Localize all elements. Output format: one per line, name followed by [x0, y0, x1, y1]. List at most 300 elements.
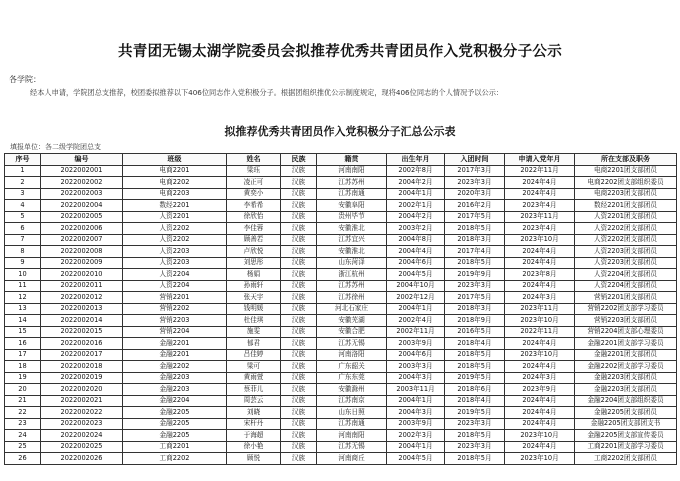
cell-branch-role: 电商2202团支部组织委员	[575, 177, 677, 189]
cell-league-join: 2018年6月	[445, 384, 505, 396]
cell-hometown: 江苏苏州	[317, 177, 387, 189]
cell-id: 2022002021	[41, 395, 123, 407]
cell-branch-role: 金融2202团支部学习委员	[575, 361, 677, 373]
cell-class: 电商2202	[123, 177, 227, 189]
table-title: 拟推荐优秀共青团员作入党积极分子汇总公示表	[224, 125, 456, 138]
cell-party-apply: 2023年10月	[505, 349, 575, 361]
cell-ethnicity: 汉族	[281, 211, 317, 223]
cell-name: 凌正可	[227, 177, 281, 189]
cell-league-join: 2017年3月	[445, 165, 505, 177]
cell-hometown: 浙江杭州	[317, 269, 387, 281]
cell-name: 孙雨轩	[227, 280, 281, 292]
table-row	[5, 430, 677, 442]
cell-id: 2022002022	[41, 407, 123, 419]
table-row	[5, 315, 677, 327]
table-row	[5, 269, 677, 281]
cell-hometown: 安徽合肥	[317, 326, 387, 338]
cell-party-apply: 2023年10月	[505, 234, 575, 246]
cell-index: 6	[5, 223, 41, 235]
cell-ethnicity: 汉族	[281, 384, 317, 396]
cell-hometown: 山东日照	[317, 407, 387, 419]
cell-id: 2022002009	[41, 257, 123, 269]
cell-hometown: 江苏无锡	[317, 441, 387, 453]
cell-class: 金融2202	[123, 361, 227, 373]
cell-id: 2022002010	[41, 269, 123, 281]
cell-class: 金融2203	[123, 384, 227, 396]
cell-index: 18	[5, 361, 41, 373]
table-row	[5, 234, 677, 246]
cell-party-apply: 2024年4月	[505, 280, 575, 292]
cell-party-apply: 2024年3月	[505, 372, 575, 384]
header-birth: 出生年月	[387, 154, 445, 166]
cell-branch-role: 工商2202团支部团员	[575, 453, 677, 465]
cell-party-apply: 2024年4月	[505, 418, 575, 430]
cell-ethnicity: 汉族	[281, 430, 317, 442]
cell-branch-role: 营销2204团支部心理委员	[575, 326, 677, 338]
cell-ethnicity: 汉族	[281, 338, 317, 350]
header-hometown: 籍贯	[317, 154, 387, 166]
cell-birth: 2004年10月	[387, 280, 445, 292]
cell-league-join: 2018年3月	[445, 303, 505, 315]
reporting-unit: 填报单位：各二级学院团总支	[10, 143, 101, 151]
cell-ethnicity: 汉族	[281, 326, 317, 338]
cell-name: 于海超	[227, 430, 281, 442]
cell-birth: 2002年4月	[387, 315, 445, 327]
salutation: 各学院：	[9, 75, 41, 84]
table-row	[5, 453, 677, 465]
cell-name: 刘晓	[227, 407, 281, 419]
cell-party-apply: 2023年10月	[505, 453, 575, 465]
cell-name: 张天宇	[227, 292, 281, 304]
cell-party-apply: 2024年4月	[505, 407, 575, 419]
cell-class: 人资2203	[123, 246, 227, 258]
cell-class: 金融2205	[123, 430, 227, 442]
cell-league-join: 2019年5月	[445, 407, 505, 419]
header-ethnicity: 民族	[281, 154, 317, 166]
table-row	[5, 372, 677, 384]
cell-id: 2022002018	[41, 361, 123, 373]
cell-branch-role: 金融2203团支部团员	[575, 372, 677, 384]
cell-name: 顾善若	[227, 234, 281, 246]
cell-ethnicity: 汉族	[281, 269, 317, 281]
cell-branch-role: 金融2203团支部团员	[575, 384, 677, 396]
cell-league-join: 2018年4月	[445, 395, 505, 407]
header-party-apply: 申请入党年月	[505, 154, 575, 166]
cell-branch-role: 人资2202团支部团员	[575, 223, 677, 235]
cell-league-join: 2017年5月	[445, 292, 505, 304]
cell-ethnicity: 汉族	[281, 165, 317, 177]
notice-title: 共青团无锡太湖学院委员会拟推荐优秀共青团员作入党积极分子公示	[118, 44, 562, 60]
cell-birth: 2003年11月	[387, 384, 445, 396]
table-header-row	[5, 154, 677, 166]
cell-league-join: 2019年5月	[445, 372, 505, 384]
table-row	[5, 292, 677, 304]
cell-class: 数经2201	[123, 200, 227, 212]
cell-hometown: 河南商丘	[317, 453, 387, 465]
cell-party-apply: 2024年4月	[505, 246, 575, 258]
table-row	[5, 188, 677, 200]
cell-name: 杨娟	[227, 269, 281, 281]
cell-party-apply: 2022年11月	[505, 326, 575, 338]
cell-class: 金融2205	[123, 407, 227, 419]
cell-index: 15	[5, 326, 41, 338]
cell-party-apply: 2023年8月	[505, 269, 575, 281]
cell-name: 黄雨萱	[227, 372, 281, 384]
cell-class: 电商2203	[123, 188, 227, 200]
cell-index: 10	[5, 269, 41, 281]
cell-league-join: 2017年5月	[445, 211, 505, 223]
nominee-table	[4, 153, 677, 465]
cell-ethnicity: 汉族	[281, 349, 317, 361]
cell-class: 人资2203	[123, 257, 227, 269]
table-row	[5, 280, 677, 292]
cell-ethnicity: 汉族	[281, 280, 317, 292]
cell-branch-role: 人资2203团支部团员	[575, 257, 677, 269]
cell-league-join: 2023年3月	[445, 177, 505, 189]
cell-id: 2022002020	[41, 384, 123, 396]
cell-party-apply: 2024年4月	[505, 177, 575, 189]
cell-name: 卢欣悦	[227, 246, 281, 258]
cell-party-apply: 2023年11月	[505, 211, 575, 223]
cell-party-apply: 2024年4月	[505, 257, 575, 269]
cell-birth: 2004年5月	[387, 453, 445, 465]
cell-party-apply: 2024年4月	[505, 188, 575, 200]
cell-branch-role: 数经2201团支部团员	[575, 200, 677, 212]
cell-branch-role: 金融2205团支部宣传委员	[575, 430, 677, 442]
cell-ethnicity: 汉族	[281, 200, 317, 212]
cell-name: 顾悦	[227, 453, 281, 465]
cell-birth: 2003年9月	[387, 338, 445, 350]
cell-ethnicity: 汉族	[281, 234, 317, 246]
cell-party-apply: 2024年4月	[505, 338, 575, 350]
cell-league-join: 2018年5月	[445, 349, 505, 361]
cell-id: 2022002015	[41, 326, 123, 338]
cell-index: 17	[5, 349, 41, 361]
cell-name: 徐欣怡	[227, 211, 281, 223]
cell-id: 2022002014	[41, 315, 123, 327]
cell-birth: 2004年6月	[387, 349, 445, 361]
cell-id: 2022002005	[41, 211, 123, 223]
cell-class: 电商2201	[123, 165, 227, 177]
cell-hometown: 河南南阳	[317, 165, 387, 177]
cell-party-apply: 2023年10月	[505, 315, 575, 327]
table-row	[5, 257, 677, 269]
cell-birth: 2003年3月	[387, 361, 445, 373]
cell-branch-role: 人资2202团支部团员	[575, 234, 677, 246]
cell-name: 施雯	[227, 326, 281, 338]
cell-index: 16	[5, 338, 41, 350]
cell-name: 黄奕小	[227, 188, 281, 200]
cell-branch-role: 人资2201团支部团员	[575, 211, 677, 223]
cell-birth: 2002年11月	[387, 326, 445, 338]
table-body	[5, 165, 677, 464]
cell-name: 梁可	[227, 361, 281, 373]
cell-birth: 2004年2月	[387, 177, 445, 189]
cell-branch-role: 人资2203团支部团员	[575, 246, 677, 258]
cell-party-apply: 2023年10月	[505, 430, 575, 442]
cell-class: 金融2201	[123, 349, 227, 361]
cell-class: 金融2204	[123, 395, 227, 407]
table-row	[5, 326, 677, 338]
cell-hometown: 江苏南通	[317, 188, 387, 200]
cell-id: 2022002025	[41, 441, 123, 453]
cell-class: 人资2201	[123, 211, 227, 223]
cell-ethnicity: 汉族	[281, 418, 317, 430]
cell-hometown: 江苏宜兴	[317, 234, 387, 246]
cell-ethnicity: 汉族	[281, 188, 317, 200]
cell-branch-role: 金融2205团支部团员	[575, 407, 677, 419]
cell-birth: 2004年3月	[387, 407, 445, 419]
cell-party-apply: 2024年4月	[505, 361, 575, 373]
cell-ethnicity: 汉族	[281, 441, 317, 453]
cell-class: 人资2202	[123, 234, 227, 246]
cell-id: 2022002008	[41, 246, 123, 258]
cell-index: 8	[5, 246, 41, 258]
header-name: 姓名	[227, 154, 281, 166]
table-row	[5, 200, 677, 212]
cell-id: 2022002011	[41, 280, 123, 292]
cell-class: 金融2201	[123, 338, 227, 350]
cell-league-join: 2018年9月	[445, 315, 505, 327]
cell-party-apply: 2022年11月	[505, 165, 575, 177]
cell-class: 营销2203	[123, 315, 227, 327]
cell-class: 人资2204	[123, 280, 227, 292]
cell-class: 工商2202	[123, 453, 227, 465]
cell-branch-role: 金融2201团支部学习委员	[575, 338, 677, 350]
cell-birth: 2004年1月	[387, 188, 445, 200]
cell-branch-role: 金融2205团支部团支书	[575, 418, 677, 430]
cell-birth: 2004年3月	[387, 372, 445, 384]
table-row	[5, 407, 677, 419]
cell-ethnicity: 汉族	[281, 407, 317, 419]
cell-branch-role: 人资2204团支部团员	[575, 269, 677, 281]
cell-index: 5	[5, 211, 41, 223]
cell-name: 蔡菲儿	[227, 384, 281, 396]
table-row	[5, 303, 677, 315]
cell-class: 营销2202	[123, 303, 227, 315]
cell-birth: 2004年1月	[387, 303, 445, 315]
cell-name: 李佳蓉	[227, 223, 281, 235]
cell-hometown: 江苏南通	[317, 418, 387, 430]
cell-branch-role: 营销2201团支部团员	[575, 292, 677, 304]
table-row	[5, 246, 677, 258]
cell-league-join: 2018年5月	[445, 453, 505, 465]
table-row	[5, 211, 677, 223]
cell-league-join: 2023年3月	[445, 418, 505, 430]
cell-class: 金融2205	[123, 418, 227, 430]
cell-hometown: 安徽芜湖	[317, 315, 387, 327]
cell-birth: 2004年4月	[387, 246, 445, 258]
cell-id: 2022002007	[41, 234, 123, 246]
cell-league-join: 2017年4月	[445, 246, 505, 258]
cell-hometown: 安徽淮北	[317, 223, 387, 235]
cell-index: 11	[5, 280, 41, 292]
cell-league-join: 2023年3月	[445, 441, 505, 453]
cell-ethnicity: 汉族	[281, 177, 317, 189]
cell-id: 2022002003	[41, 188, 123, 200]
cell-ethnicity: 汉族	[281, 303, 317, 315]
cell-party-apply: 2024年4月	[505, 395, 575, 407]
cell-name: 吕佳婷	[227, 349, 281, 361]
cell-ethnicity: 汉族	[281, 395, 317, 407]
table-row	[5, 165, 677, 177]
header-branch-role: 所在支部及职务	[575, 154, 677, 166]
cell-class: 营销2204	[123, 326, 227, 338]
cell-ethnicity: 汉族	[281, 246, 317, 258]
cell-name: 宋杆丹	[227, 418, 281, 430]
cell-index: 19	[5, 372, 41, 384]
cell-branch-role: 电商2203团支部团员	[575, 188, 677, 200]
cell-birth: 2004年8月	[387, 234, 445, 246]
cell-hometown: 广东东莞	[317, 372, 387, 384]
table-row	[5, 395, 677, 407]
cell-league-join: 2018年5月	[445, 223, 505, 235]
cell-name: 周芸云	[227, 395, 281, 407]
cell-league-join: 2018年3月	[445, 234, 505, 246]
cell-ethnicity: 汉族	[281, 315, 317, 327]
cell-class: 金融2203	[123, 372, 227, 384]
cell-birth: 2002年12月	[387, 292, 445, 304]
cell-party-apply: 2024年4月	[505, 441, 575, 453]
cell-party-apply: 2023年4月	[505, 223, 575, 235]
cell-branch-role: 金融2201团支部团员	[575, 349, 677, 361]
cell-index: 26	[5, 453, 41, 465]
cell-hometown: 江苏无锡	[317, 338, 387, 350]
cell-branch-role: 电商2201团支部团员	[575, 165, 677, 177]
cell-birth: 2004年5月	[387, 269, 445, 281]
cell-name: 梁珏	[227, 165, 281, 177]
cell-hometown: 江苏南京	[317, 395, 387, 407]
table-row	[5, 177, 677, 189]
cell-name: 徐小艳	[227, 441, 281, 453]
cell-id: 2022002006	[41, 223, 123, 235]
cell-party-apply: 2024年3月	[505, 292, 575, 304]
cell-party-apply: 2023年9月	[505, 384, 575, 396]
table-row	[5, 418, 677, 430]
cell-index: 4	[5, 200, 41, 212]
cell-id: 2022002004	[41, 200, 123, 212]
cell-league-join: 2019年9月	[445, 269, 505, 281]
cell-ethnicity: 汉族	[281, 361, 317, 373]
cell-branch-role: 工商2201团支部学习委员	[575, 441, 677, 453]
cell-hometown: 贵州毕节	[317, 211, 387, 223]
cell-id: 2022002017	[41, 349, 123, 361]
cell-branch-role: 营销2202团支部学习委员	[575, 303, 677, 315]
table-row	[5, 361, 677, 373]
cell-index: 3	[5, 188, 41, 200]
cell-name: 杜佳琪	[227, 315, 281, 327]
cell-hometown: 山东菏泽	[317, 257, 387, 269]
cell-hometown: 广东韶关	[317, 361, 387, 373]
cell-birth: 2002年8月	[387, 165, 445, 177]
cell-league-join: 2016年5月	[445, 326, 505, 338]
header-class: 班级	[123, 154, 227, 166]
cell-ethnicity: 汉族	[281, 372, 317, 384]
cell-birth: 2004年6月	[387, 257, 445, 269]
cell-name: 刘思彤	[227, 257, 281, 269]
cell-id: 2022002026	[41, 453, 123, 465]
cell-index: 7	[5, 234, 41, 246]
cell-id: 2022002013	[41, 303, 123, 315]
cell-birth: 2003年2月	[387, 223, 445, 235]
header-index: 序号	[5, 154, 41, 166]
table-row	[5, 384, 677, 396]
cell-league-join: 2018年5月	[445, 430, 505, 442]
cell-class: 人资2202	[123, 223, 227, 235]
cell-hometown: 河南洛阳	[317, 349, 387, 361]
cell-birth: 2004年2月	[387, 211, 445, 223]
cell-hometown: 安徽滁州	[317, 384, 387, 396]
header-league-join: 入团时间	[445, 154, 505, 166]
cell-birth: 2003年9月	[387, 418, 445, 430]
cell-ethnicity: 汉族	[281, 292, 317, 304]
cell-index: 14	[5, 315, 41, 327]
cell-class: 营销2201	[123, 292, 227, 304]
cell-birth: 2002年1月	[387, 200, 445, 212]
cell-birth: 2004年1月	[387, 395, 445, 407]
cell-hometown: 安徽淮北	[317, 246, 387, 258]
cell-id: 2022002002	[41, 177, 123, 189]
notice-body: 经本人申请，学院团总支推荐，校团委拟推荐以下406位同志作入党积极分子。根据团组织推优公示制度规定，现将406位同志的个人情况予以公示：	[30, 88, 504, 97]
cell-branch-role: 营销2203团支部团员	[575, 315, 677, 327]
cell-hometown: 江苏徐州	[317, 292, 387, 304]
cell-birth: 2004年1月	[387, 441, 445, 453]
cell-index: 21	[5, 395, 41, 407]
cell-party-apply: 2023年4月	[505, 200, 575, 212]
cell-name: 郁君	[227, 338, 281, 350]
cell-league-join: 2020年3月	[445, 188, 505, 200]
cell-index: 9	[5, 257, 41, 269]
table-row	[5, 349, 677, 361]
cell-hometown: 河北石家庄	[317, 303, 387, 315]
cell-ethnicity: 汉族	[281, 453, 317, 465]
cell-id: 2022002023	[41, 418, 123, 430]
cell-id: 2022002001	[41, 165, 123, 177]
cell-league-join: 2016年2月	[445, 200, 505, 212]
cell-branch-role: 人资2204团支部团员	[575, 280, 677, 292]
table-row	[5, 223, 677, 235]
cell-index: 22	[5, 407, 41, 419]
cell-id: 2022002024	[41, 430, 123, 442]
cell-ethnicity: 汉族	[281, 257, 317, 269]
cell-name: 钱明媛	[227, 303, 281, 315]
cell-class: 工商2201	[123, 441, 227, 453]
cell-id: 2022002016	[41, 338, 123, 350]
cell-index: 2	[5, 177, 41, 189]
cell-league-join: 2018年4月	[445, 338, 505, 350]
cell-index: 23	[5, 418, 41, 430]
cell-index: 20	[5, 384, 41, 396]
cell-name: 李希希	[227, 200, 281, 212]
cell-index: 25	[5, 441, 41, 453]
cell-party-apply: 2023年11月	[505, 303, 575, 315]
cell-index: 12	[5, 292, 41, 304]
cell-league-join: 2018年5月	[445, 257, 505, 269]
cell-id: 2022002012	[41, 292, 123, 304]
cell-index: 24	[5, 430, 41, 442]
cell-hometown: 江苏苏州	[317, 280, 387, 292]
cell-league-join: 2023年3月	[445, 280, 505, 292]
cell-hometown: 河南南阳	[317, 430, 387, 442]
cell-index: 13	[5, 303, 41, 315]
cell-index: 1	[5, 165, 41, 177]
cell-birth: 2002年3月	[387, 430, 445, 442]
cell-branch-role: 金融2204团支部组织委员	[575, 395, 677, 407]
cell-class: 人资2204	[123, 269, 227, 281]
cell-hometown: 安徽阜阳	[317, 200, 387, 212]
header-id: 编号	[41, 154, 123, 166]
table-row	[5, 338, 677, 350]
